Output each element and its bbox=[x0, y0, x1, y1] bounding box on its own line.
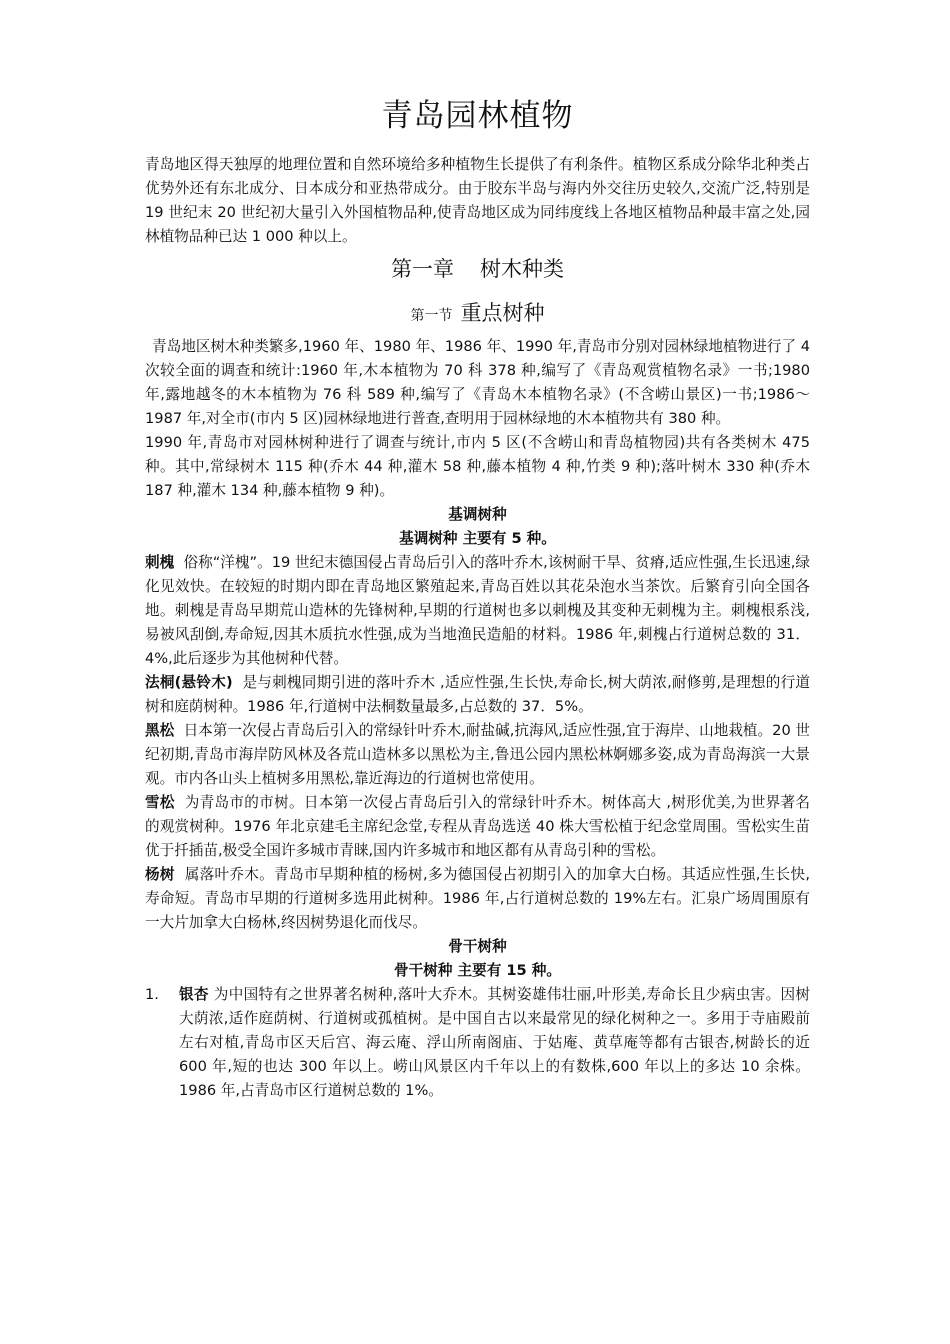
chapter-heading bbox=[145, 253, 810, 283]
base-species-heading: 基调树种 bbox=[448, 506, 507, 523]
species-entry-yang-shu bbox=[145, 863, 810, 935]
species-description: 是与刺槐同期引进的落叶乔木 ,适应性强,生长快,寿命长,树大荫浓,耐修剪,是理想的行道树和庭荫树种。1986 年,行道树中法桐数量最多,占总数的 37．5%。 bbox=[145, 674, 811, 715]
base-species-subheading: 基调树种 主要有 5 种。 bbox=[399, 530, 556, 547]
statistics-paragraph: 1990 年,青岛市对园林树种进行了调查与统计,市内 5 区(不含崂山和青岛植物园)共有各类树木 475 种。其中,常绿树木 115 种(乔木 44 种,灌木 58 种,藤本植物 4 种,竹类 9 种);落叶树木 330 种(乔木 187 种,灌木 134 种,藤本植物 9 种)。 bbox=[145, 434, 810, 499]
section-name: 重点树种 bbox=[460, 301, 545, 325]
species-description: 俗称“洋槐”。19 世纪末德国侵占青岛后引入的落叶乔木,该树耐干旱、贫瘠,适应性强,生长迅速,绿化见效快。在较短的时期内即在青岛地区繁殖起来,青岛百姓以其花朵泡水当茶饮。后繁育引向全国各地。刺槐是青岛早期荒山造林的先锋树种,早期的行道树也多以刺槐及其变种无刺槐为主。刺槐根系浅,易被风刮倒,寿命短,因其木质抗水性强,成为当地渔民造船的材料。1986 年,刺槐占行道树总数的 31．4%,此后逐步为其他树种代替。 bbox=[145, 554, 811, 667]
document-page bbox=[145, 80, 810, 1103]
intro-paragraph: 青岛地区得天独厚的地理位置和自然环境给多种植物生长提供了有利条件。植物区系成分除华北种类占优势外还有东北成分、日本成分和亚热带成分。由于胶东半岛与海内外交往历史较久,交流广泛,特别是 19 世纪末 20 世纪初大量引入外国植物品种,使青岛地区成为同纬度线上各地区植物品种最丰富之处,园林植物品种已达 1 000 种以上。 bbox=[145, 156, 810, 245]
document-title: 青岛园林植物 bbox=[381, 98, 574, 134]
section-heading bbox=[145, 297, 810, 327]
species-term: 黑松 bbox=[145, 722, 175, 739]
species-entry-fa-tong bbox=[145, 671, 810, 719]
survey-paragraph: 青岛地区树木种类繁多,1960 年、1980 年、1986 年、1990 年,青岛市分别对园林绿地植物进行了 4 次较全面的调查和统计:1960 年,木本植物为 70 科 378 种,编写了《青岛观赏植物名录》一书;1980 年,露地越冬的木本植物为 76 科 589 种,编写了《青岛木本植物名录》(不含崂山景区)一书;1986～1987 年,对全市(市内 5 区)园林绿地进行普查,查明用于园林绿地的木本植物共有 380 种。 bbox=[145, 338, 810, 427]
chapter-name: 树木种类 bbox=[480, 257, 564, 281]
list-item bbox=[145, 983, 810, 1103]
species-description: 日本第一次侵占青岛后引入的常绿针叶乔木,耐盐碱,抗海风,适应性强,宜于海岸、山地栽植。20 世纪初期,青岛市海岸防风林及各荒山造林多以黑松为主,鲁迅公园内黑松林婀娜多姿,成为青岛海滨一大景观。市内各山头上植树多用黑松,靠近海边的行道树也常使用。 bbox=[145, 722, 810, 787]
species-term: 杨树 bbox=[145, 866, 175, 883]
species-description: 为青岛市的市树。日本第一次侵占青岛后引入的常绿针叶乔木。树体高大 ,树形优美,为世界著名的观赏树种。1976 年北京建毛主席纪念堂,专程从青岛选送 40 株大雪松植于纪念堂周围。雪松实生苗优于扦插苗,极受全国许多城市青睐,国内许多城市和地区都有从青岛引种的雪松。 bbox=[145, 794, 810, 859]
chapter-number: 第一章 bbox=[391, 257, 454, 281]
species-description: 为中国特有之世界著名树种,落叶大乔木。其树姿雄伟壮丽,叶形美,寿命长且少病虫害。因树大荫浓,适作庭荫树、行道树或孤植树。是中国自古以来最常见的绿化树种之一。多用于寺庙殿前左右对植,青岛市区天后宫、海云庵、浮山所南阁庙、于姑庵、黄草庵等都有古银杏,树龄长的近 600 年,短的也达 300 年以上。崂山风景区内千年以上的有数株,600 年以上的多达 10 余株。1986 年,占青岛市区行道树总数的 1%。 bbox=[179, 986, 810, 1099]
species-term: 雪松 bbox=[145, 794, 175, 811]
list-item-text bbox=[179, 983, 810, 1103]
species-entry-ci-huai bbox=[145, 551, 810, 671]
species-term: 刺槐 bbox=[145, 554, 175, 571]
section-number: 第一节 bbox=[410, 308, 453, 324]
species-entry-hei-song bbox=[145, 719, 810, 791]
species-entry-xue-song bbox=[145, 791, 810, 863]
backbone-species-subheading: 骨干树种 主要有 15 种。 bbox=[394, 962, 561, 979]
list-number: 1. bbox=[145, 986, 159, 1003]
species-description: 属落叶乔木。青岛市早期种植的杨树,多为德国侵占初期引入的加拿大白杨。其适应性强,生长快,寿命短。青岛市早期的行道树多选用此树种。1986 年,占行道树总数的 19%左右。汇泉广场周围原有一大片加拿大白杨林,终因树势退化而伐尽。 bbox=[145, 866, 810, 931]
species-term: 法桐(悬铃木) bbox=[145, 674, 233, 691]
backbone-species-heading: 骨干树种 bbox=[448, 938, 507, 955]
species-term: 银杏 bbox=[179, 986, 209, 1003]
